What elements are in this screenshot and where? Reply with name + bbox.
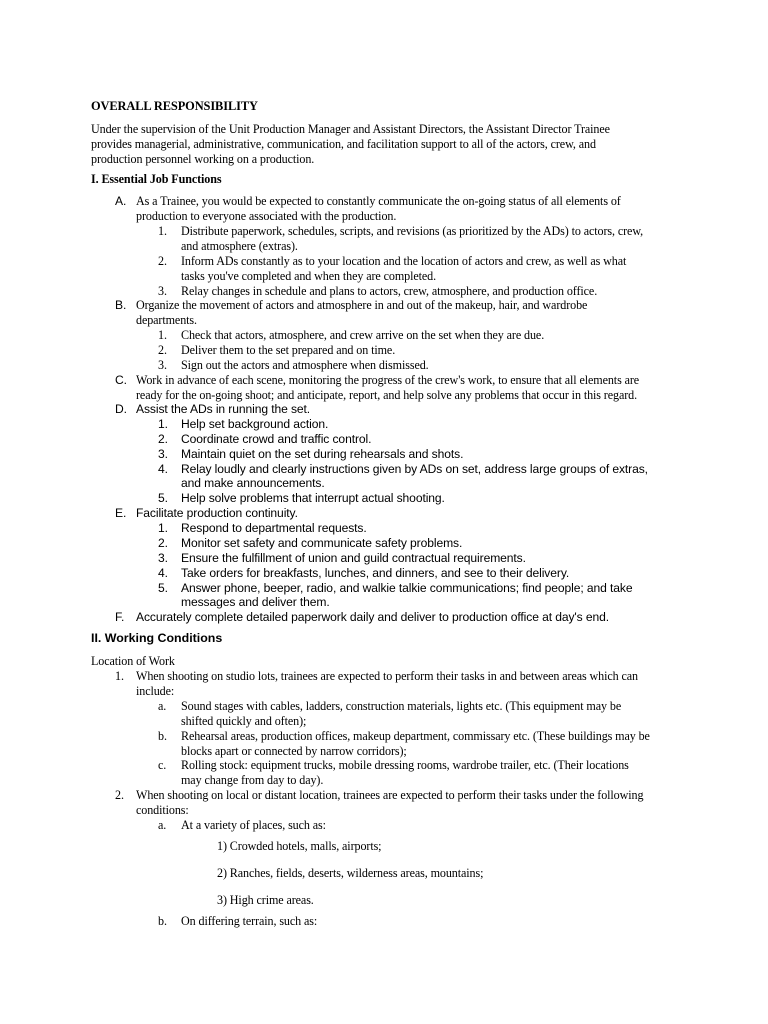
sub-item-letter: b.	[158, 914, 167, 928]
sub-item-text: Take orders for breakfasts, lunches, and dinners, and see to their delivery.	[181, 566, 570, 580]
sub-item-text: Coordinate crowd and traffic control.	[181, 432, 372, 446]
sub-item-text: may change from day to day).	[181, 773, 324, 787]
sub-item-text: At a variety of places, such as:	[181, 818, 326, 832]
sub-item-text: Check that actors, atmosphere, and crew arrive on the set when they are due.	[181, 328, 545, 342]
sub-item-number: 3.	[158, 284, 167, 298]
sub-item-text: and make announcements.	[181, 476, 325, 490]
sub-item-number: 1.	[158, 417, 168, 431]
sub-item-number: 3.	[158, 447, 168, 461]
sub-item-number: 1.	[158, 328, 167, 342]
list-marker: 1.	[115, 669, 124, 683]
sub-item-text: Ensure the fulfillment of union and guild contractual requirements.	[181, 551, 526, 565]
sub-item-text: Help set background action.	[181, 417, 329, 431]
subsection-title: Location of Work	[91, 654, 175, 668]
sub-item-text: Distribute paperwork, schedules, scripts, and revisions (as prioritized by the ADs) to actors, crew,	[181, 224, 644, 238]
sub-item-number: 2.	[158, 343, 167, 357]
list-item-text: As a Trainee, you would be expected to constantly communicate the on-going status of all elements of	[136, 194, 621, 208]
sub-item-text: Rehearsal areas, production offices, makeup department, commissary etc. (These buildings may be	[181, 729, 650, 743]
sub-item-text: Maintain quiet on the set during rehearsals and shots.	[181, 447, 464, 461]
sub-item-text: Inform ADs constantly as to your location and the location of actors and crew, as well as what	[181, 254, 627, 268]
sub-item-text: messages and deliver them.	[181, 595, 330, 609]
list-item-text: include:	[136, 684, 175, 698]
list-item-text: Facilitate production continuity.	[136, 506, 298, 520]
place-item: 1) Crowded hotels, malls, airports;	[217, 839, 382, 853]
sub-item-letter: b.	[158, 729, 167, 743]
sub-item-letter: a.	[158, 818, 167, 832]
sub-item-letter: c.	[158, 758, 167, 772]
sub-item-number: 2.	[158, 254, 167, 268]
sub-item-text: Relay loudly and clearly instructions given by ADs on set, address large groups of extras,	[181, 462, 648, 476]
sub-item-number: 2.	[158, 536, 168, 550]
section-title: II. Working Conditions	[91, 631, 223, 645]
list-item-text: departments.	[136, 313, 197, 327]
place-item: 3) High crime areas.	[217, 893, 314, 907]
list-item-text: Assist the ADs in running the set.	[136, 402, 311, 416]
sub-item-number: 4.	[158, 462, 168, 476]
list-item-text: conditions:	[136, 803, 189, 817]
list-marker: F.	[115, 610, 125, 624]
sub-item-text: Relay changes in schedule and plans to actors, crew, atmosphere, and production office.	[181, 284, 598, 298]
intro-line: provides managerial, administrative, communication, and facilitation support to all of the actors, crew, and	[91, 137, 596, 151]
sub-item-number: 1.	[158, 521, 168, 535]
sub-item-number: 5.	[158, 581, 168, 595]
sub-item-letter: a.	[158, 699, 167, 713]
list-marker: E.	[115, 506, 127, 520]
sub-item-number: 2.	[158, 432, 168, 446]
sub-item-text: Sign out the actors and atmosphere when dismissed.	[181, 358, 429, 372]
list-marker: C.	[115, 373, 127, 387]
intro-line: production personnel working on a production.	[91, 152, 315, 166]
list-item-text: ready for the on-going shoot; and anticipate, report, and help solve any problems that occur in this regard.	[136, 388, 638, 402]
sub-item-text: Monitor set safety and communicate safety problems.	[181, 536, 463, 550]
list-marker: D.	[115, 402, 127, 416]
sub-item-text: tasks you've completed and when they are completed.	[181, 269, 436, 283]
list-item-text: When shooting on studio lots, trainees are expected to perform their tasks in and between areas which can	[136, 669, 638, 683]
sub-item-text: On differing terrain, such as:	[181, 914, 318, 928]
intro-line: Under the supervision of the Unit Production Manager and Assistant Directors, the Assistant Director Trainee	[91, 122, 610, 136]
sub-item-text: Answer phone, beeper, radio, and walkie talkie communications; find people; and take	[181, 581, 633, 595]
place-item: 2) Ranches, fields, deserts, wilderness areas, mountains;	[217, 866, 484, 880]
list-item-text: production to everyone associated with the production.	[136, 209, 397, 223]
page-heading: OVERALL RESPONSIBILITY	[91, 99, 258, 113]
sub-item-text: Rolling stock: equipment trucks, mobile dressing rooms, wardrobe trailer, etc. (Their locations	[181, 758, 629, 772]
list-marker: 2.	[115, 788, 124, 802]
section-title: I. Essential Job Functions	[91, 172, 222, 186]
list-marker: A.	[115, 194, 127, 208]
sub-item-text: Respond to departmental requests.	[181, 521, 367, 535]
list-item-text: Accurately complete detailed paperwork daily and deliver to production office at day's end.	[136, 610, 609, 624]
list-item-text: Organize the movement of actors and atmosphere in and out of the makeup, hair, and wardrobe	[136, 298, 588, 312]
sub-item-text: Deliver them to the set prepared and on time.	[181, 343, 396, 357]
sub-item-text: blocks apart or connected by narrow corridors);	[181, 744, 407, 758]
list-item-text: When shooting on local or distant location, trainees are expected to perform their tasks under the following	[136, 788, 644, 802]
sub-item-text: shifted quickly and often);	[181, 714, 307, 728]
sub-item-number: 3.	[158, 551, 168, 565]
sub-item-text: Help solve problems that interrupt actual shooting.	[181, 491, 445, 505]
sub-item-number: 1.	[158, 224, 167, 238]
sub-item-text: Sound stages with cables, ladders, construction materials, lights etc. (This equipment may be	[181, 699, 622, 713]
sub-item-text: and atmosphere (extras).	[181, 239, 298, 253]
list-item-text: Work in advance of each scene, monitoring the progress of the crew's work, to ensure that all elements are	[136, 373, 640, 387]
sub-item-number: 4.	[158, 566, 168, 580]
list-marker: B.	[115, 298, 127, 312]
sub-item-number: 3.	[158, 358, 167, 372]
sub-item-number: 5.	[158, 491, 168, 505]
